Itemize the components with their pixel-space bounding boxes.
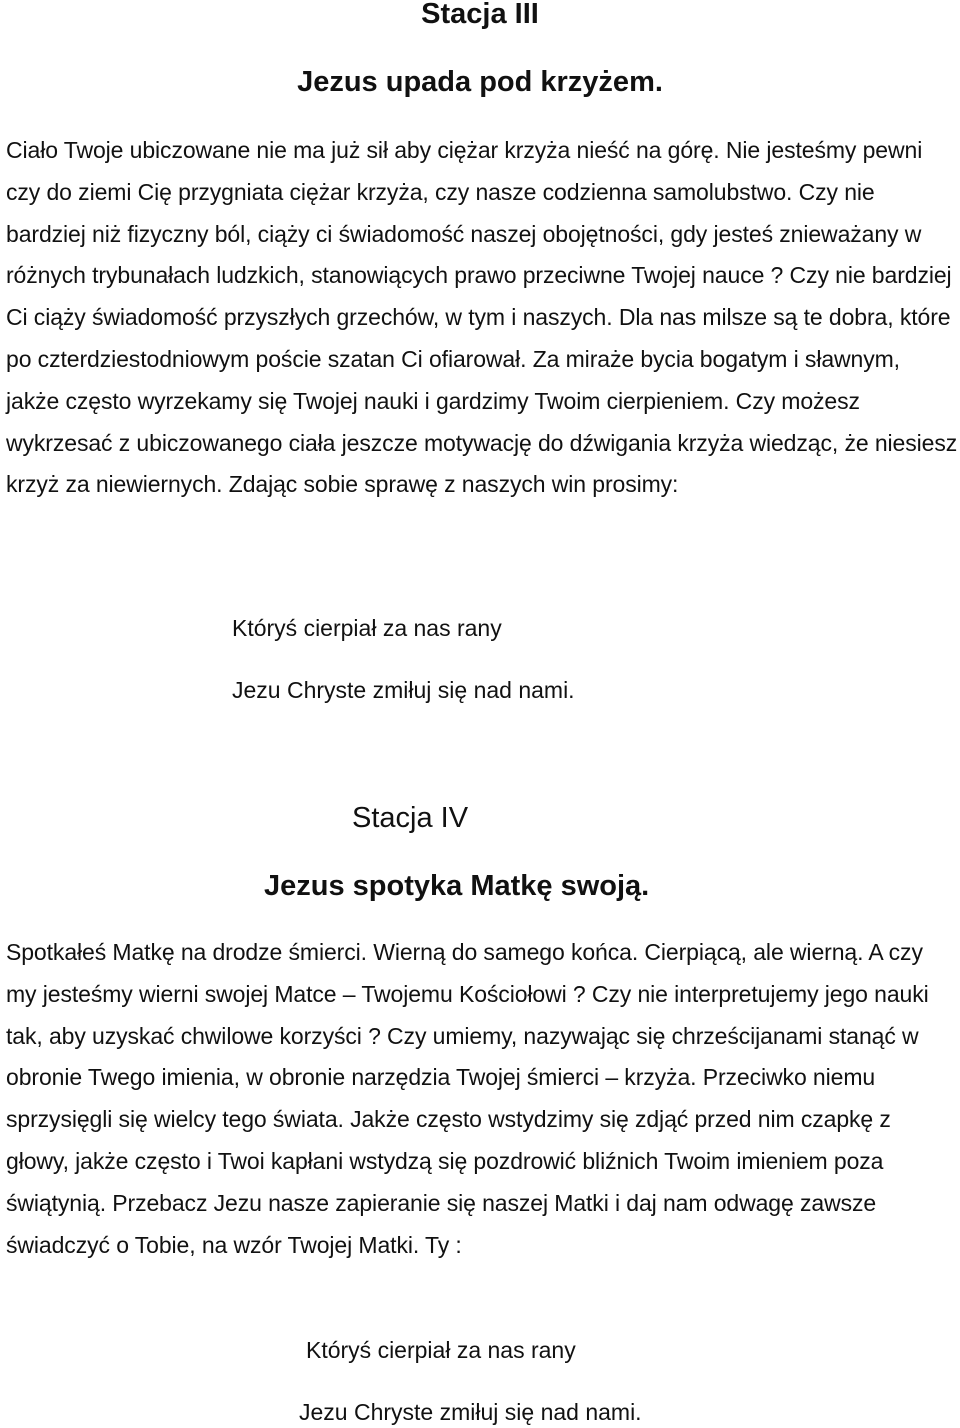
station-4-heading: Stacja IV xyxy=(352,802,469,834)
station-4-refrain-line-1: Któryś cierpiał za nas rany xyxy=(306,1337,576,1363)
station-3-heading: Stacja III xyxy=(421,0,539,30)
station-4-title: Jezus spotyka Matkę swoją. xyxy=(264,870,650,902)
station-3-title: Jezus upada pod krzyżem. xyxy=(297,66,663,98)
station-3-meditation: Ciało Twoje ubiczowane nie ma już sił aby ciężar krzyża nieść na górę. Nie jesteśmy pewni czy do ziemi Cię przygniata ciężar krzyża, czy nasze codzienna samolubstwo. Czy nie bardziej niż fizyczny ból, ciąży ci świadomość naszej obojętności, gdy jesteś znieważany w różnych trybunałach ludzkich, stanowiących prawo przeciwne Twojej nauce ? Czy nie bardziej Ci ciąży świadomość przyszłych grzechów, w tym i naszych. Dla nas milsze są te dobra, które po czterdziestodniowym poście szatan Ci ofiarował. Za miraże bycia bogatym i sławnym, jakże często wyrzekamy się Twojej nauki i gardzimy Twoim cierpieniem. Czy możesz wykrzesać z ubiczowanego ciała jeszcze motywację do dźwigania krzyża wiedząc, że niesiesz krzyż za niewiernych. Zdając sobie sprawę z naszych win prosimy: xyxy=(6,137,958,498)
station-3-refrain-line-2: Jezu Chryste zmiłuj się nad nami. xyxy=(232,677,575,703)
station-3-refrain-line-1: Któryś cierpiał za nas rany xyxy=(232,615,502,641)
station-4-refrain-line-2: Jezu Chryste zmiłuj się nad nami. xyxy=(299,1399,642,1425)
station-4-meditation: Spotkałeś Matkę na drodze śmierci. Wierną do samego końca. Cierpiącą, ale wierną. A czy my jesteśmy wierni swojej Matce – Twojemu Kościołowi ? Czy nie interpretujemy jego nauki tak, aby uzyskać chwilowe korzyści ? Czy umiemy, nazywając się chrześcijanami stanąć w obronie Twego imienia, w obronie narzędzia Twojej śmierci – krzyża. Przeciwko niemu sprzysięgli się wielcy tego świata. Jakże często wstydzimy się zdjąć przed nim czapkę z głowy, jakże często i Twoi kapłani wstydzą się pozdrowić bliźnich Twoim imieniem poza świątynią. Przebacz Jezu nasze zapieranie się naszej Matki i daj nam odwagę zawsze świadczyć o Tobie, na wzór Twojej Matki. Ty : xyxy=(6,939,929,1258)
